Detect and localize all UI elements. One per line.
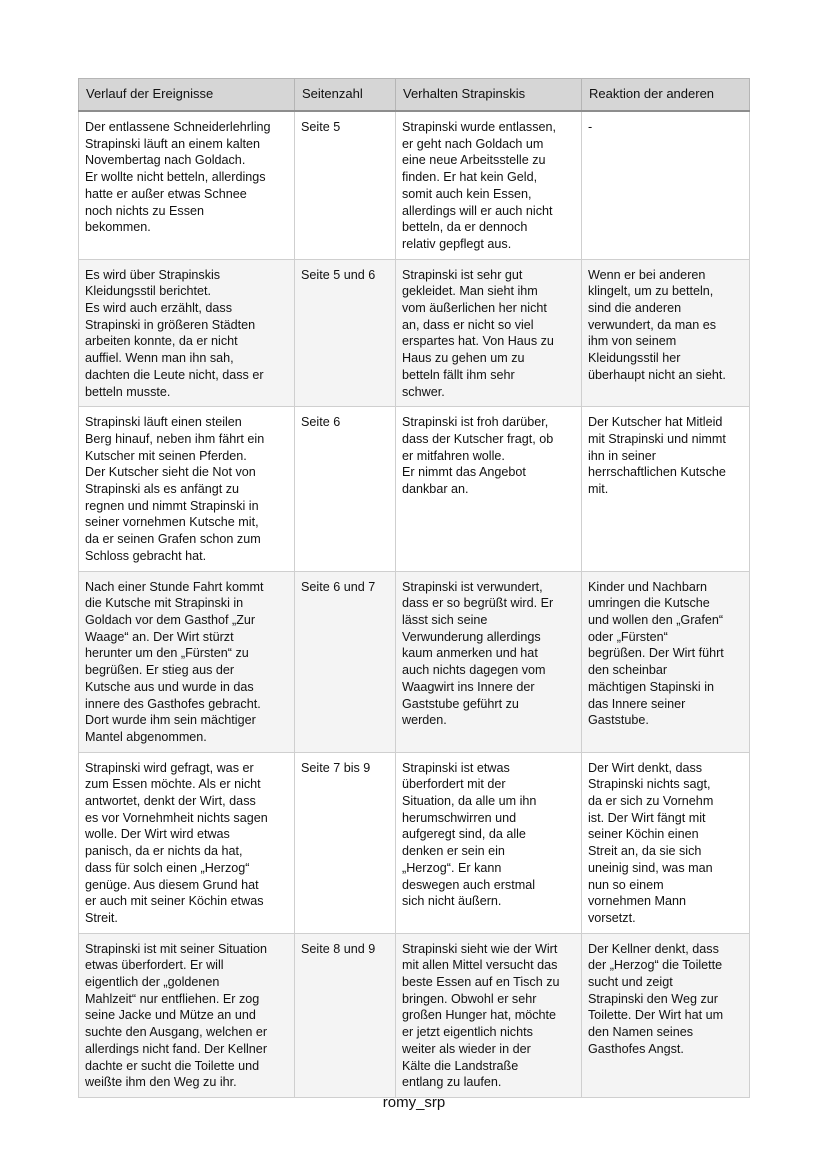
cell-behavior <box>396 407 582 571</box>
cell-text: Der Wirt denkt, dass Strapinski nichts sagt, da er sich zu Vornehm ist. Der Wirt fängt mit seiner Köchin einen Streit an, da sie sich uneinig sind, was man nun so einem vornehmen Mann vorsetzt. <box>588 760 714 925</box>
cell-text: - <box>588 120 593 134</box>
author-footer: romy_srp <box>382 1094 446 1111</box>
events-table <box>78 78 750 1098</box>
cell-events <box>79 752 295 933</box>
cell-text: Der Kutscher hat Mitleid mit Strapinski und nimmt ihn in seiner herrschaftlichen Kutsche mit. <box>588 415 726 497</box>
cell-events <box>79 571 295 752</box>
cell-text: Seite 5 <box>301 120 341 134</box>
cell-pages <box>295 259 396 407</box>
cell-text: Seite 8 und 9 <box>301 941 376 956</box>
cell-text: Der Kellner denkt, dass der „Herzog“ die Toilette sucht und zeigt Strapinski den Weg zur Toilette. Der Wirt hat um den Namen seines Gasthofes Angst. <box>588 941 724 1056</box>
cell-text: Der entlassene Schneiderlehrling Strapinski läuft an einem kalten Novembertag nach Goldach. Er wollte nicht betteln, allerdings hatte er außer etwas Schnee noch nichts zu Essen bekommen. <box>85 120 271 235</box>
cell-text: Strapinski sieht wie der Wirt mit allen Mittel versucht das beste Essen auf en Tisch zu bringen. Obwohl er sehr großen Hunger hat, möchte er jetzt eigentlich nichts weiter als wieder in der Kälte die Landstraße entlang zu laufen. <box>402 941 560 1090</box>
cell-text: Wenn er bei anderen klingelt, um zu betteln, sind die anderen verwundert, da man es ihm von seinem Kleidungsstil her überhaupt nicht an sieht. <box>588 267 726 382</box>
cell-text: Strapinski ist sehr gut gekleidet. Man sieht ihm vom äußerlichen her nicht an, dass er nicht so viel erspartes hat. Von Haus zu Haus zu gehen um zu betteln fällt ihm sehr schwer. <box>402 267 554 399</box>
cell-reaction <box>582 259 750 407</box>
cell-pages <box>295 752 396 933</box>
cell-events <box>79 407 295 571</box>
cell-text: Seite 6 <box>301 415 341 430</box>
header-events: Verlauf der Ereignisse <box>79 79 295 112</box>
cell-text: Strapinski wird gefragt, was er zum Essen möchte. Als er nicht antwortet, denkt der Wirt, dass es vor Vornehmheit nichts sagen wolle. Der Wirt wird etwas panisch, da er nichts da hat, dass für solch einen „Herzog“ genüge. Aus diesem Grund hat er auch mit seiner Köchin etwas Streit. <box>85 760 268 925</box>
table-row <box>79 571 750 752</box>
cell-pages <box>295 407 396 571</box>
header-reaction: Reaktion der anderen <box>582 79 750 112</box>
cell-behavior <box>396 111 582 259</box>
table-header-row <box>79 79 750 112</box>
cell-behavior <box>396 571 582 752</box>
cell-behavior <box>396 933 582 1097</box>
cell-text: Es wird über Strapinskis Kleidungsstil berichtet. Es wird auch erzählt, dass Strapinski in größeren Städten arbeiten konnte, da er nicht auffiel. Wenn man ihn sah, dachten die Leute nicht, dass er betteln musste. <box>85 267 264 399</box>
cell-text: Seite 6 und 7 <box>301 579 376 594</box>
cell-text: Strapinski ist mit seiner Situation etwas überfordert. Er will eigentlich der „goldenen Mahlzeit“ nur entfliehen. Er zog seine Jacke und Mütze an und suchte den Ausgang, welchen er allerdings nicht fand. Der Kellner dachte er sucht die Toilette und weißte ihm den Weg zu ihr. <box>85 941 268 1090</box>
cell-text: Kinder und Nachbarn umringen die Kutsche und wollen den „Grafen“ oder „Fürsten“ begrüßen. Der Wirt führt den scheinbar mächtigen Stapinski in das Innere seiner Gaststube. <box>588 579 724 728</box>
table-row <box>79 407 750 571</box>
table-row <box>79 259 750 407</box>
cell-reaction <box>582 407 750 571</box>
cell-text: Strapinski läuft einen steilen Berg hinauf, neben ihm fährt ein Kutscher mit seinen Pferden. Der Kutscher sieht die Not von Strapinski als es anfängt zu regnen und nimmt Strapinski in seiner vornehmen Kutsche mit, da er seinen Grafen schon zum Schloss gebracht hat. <box>85 415 265 563</box>
cell-pages <box>295 571 396 752</box>
cell-text: Strapinski ist froh darüber, dass der Kutscher fragt, ob er mitfahren wolle. Er nimmt das Angebot dankbar an. <box>402 415 554 497</box>
cell-behavior <box>396 752 582 933</box>
cell-text: Seite 7 bis 9 <box>301 760 371 775</box>
cell-reaction <box>582 933 750 1097</box>
cell-reaction <box>582 111 750 259</box>
cell-text: Strapinski ist etwas überfordert mit der Situation, da alle um ihn herumschwirren und aufgeregt sind, da alle denken er sein ein „Herzog“. Er kann deswegen auch erstmal sich nicht äußern. <box>402 760 537 909</box>
cell-events <box>79 933 295 1097</box>
table-row <box>79 111 750 259</box>
cell-pages <box>295 933 396 1097</box>
table-row <box>79 933 750 1097</box>
cell-text: Seite 5 und 6 <box>301 267 376 282</box>
cell-events <box>79 111 295 259</box>
cell-text: Strapinski wurde entlassen, er geht nach Goldach um eine neue Arbeitsstelle zu finden. Er hat kein Geld, somit auch kein Essen, allerdings will er auch nicht betteln, da er dennoch relativ gepflegt aus. <box>402 120 557 251</box>
cell-reaction <box>582 571 750 752</box>
header-behavior: Verhalten Strapinskis <box>396 79 582 112</box>
cell-events <box>79 259 295 407</box>
cell-behavior <box>396 259 582 407</box>
cell-pages <box>295 111 396 259</box>
cell-text: Strapinski ist verwundert, dass er so begrüßt wird. Er lässt sich seine Verwunderung allerdings kaum anmerken und hat auch nichts dagegen vom Waagwirt ins Innere der Gaststube geführt zu werden. <box>402 579 554 728</box>
cell-text: Nach einer Stunde Fahrt kommt die Kutsche mit Strapinski in Goldach vor dem Gasthof „Zur Waage“ an. Der Wirt stürzt herunter um den „Fürsten“ zu begrüßen. Er stieg aus der Kutsche aus und wurde in das innere des Gasthofes gebracht. Dort wurde ihm sein mächtiger Mantel abgenommen. <box>85 579 264 744</box>
cell-reaction <box>582 752 750 933</box>
table-row <box>79 752 750 933</box>
header-pages: Seitenzahl <box>295 79 396 112</box>
